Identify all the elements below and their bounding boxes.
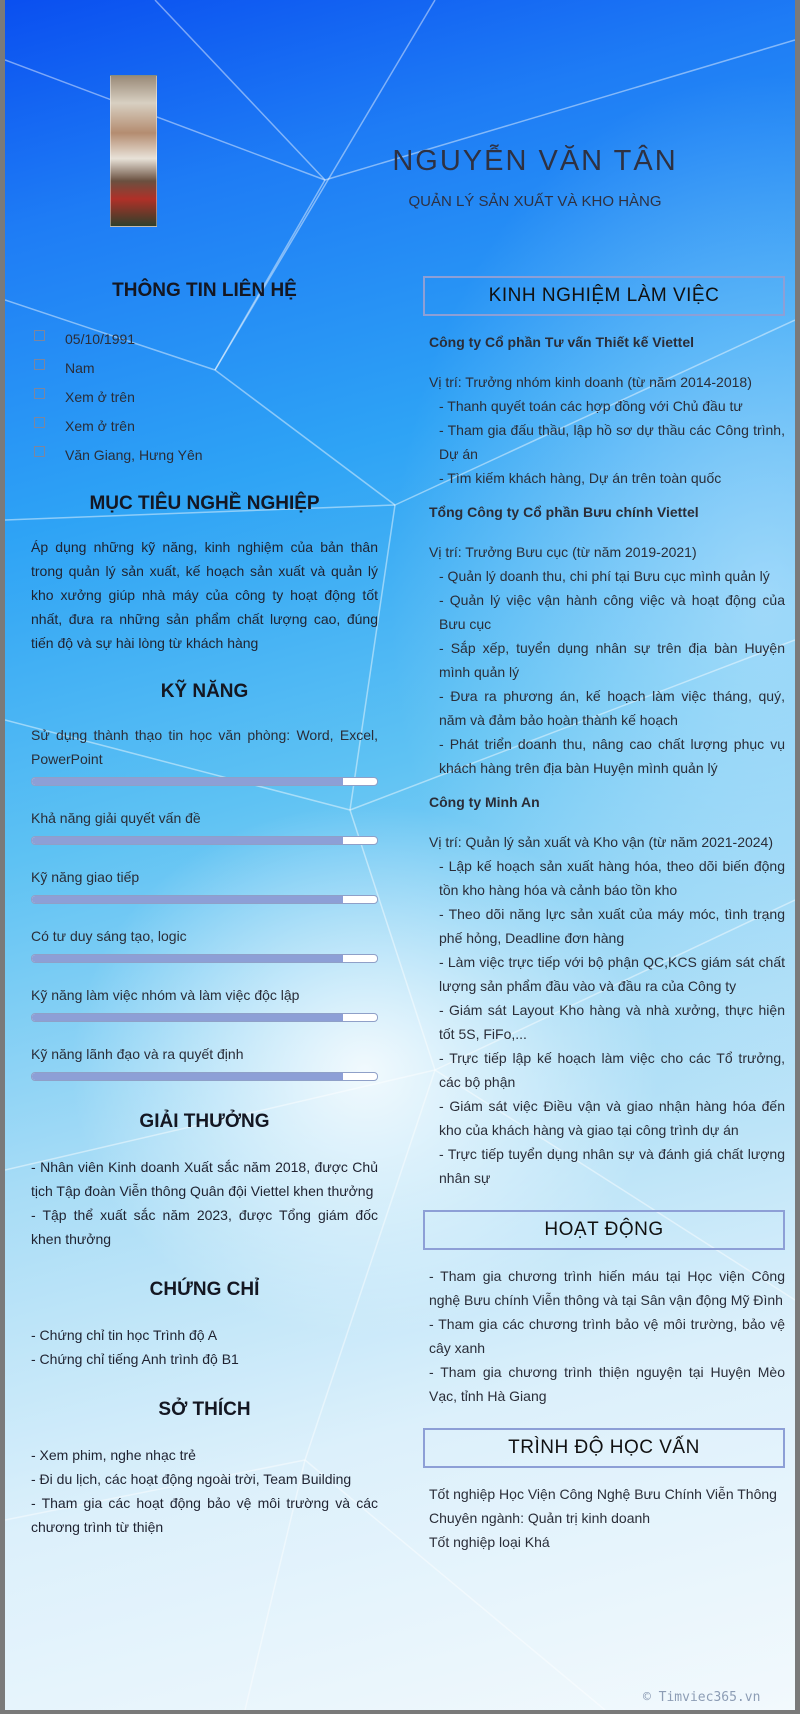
- hobby-item: - Tham gia các hoạt động bảo vệ môi trường và các chương trình từ thiện: [31, 1495, 378, 1535]
- job-position: Vị trí: Trưởng nhóm kinh doanh (từ năm 2014-2018): [429, 374, 752, 390]
- job-company: Công ty Cổ phần Tư vấn Thiết kế Viettel: [429, 334, 695, 350]
- job-task: - Tìm kiếm khách hàng, Dự án trên toàn quốc: [439, 470, 722, 486]
- contact-item-gender: [31, 353, 378, 382]
- hobbies-list: [31, 1443, 378, 1539]
- job-entry: [423, 330, 785, 490]
- award-item: - Tập thể xuất sắc năm 2023, được Tổng giám đốc khen thưởng: [31, 1207, 378, 1247]
- skill-level-fill: [32, 1014, 343, 1021]
- skill-level-fill: [32, 1073, 343, 1080]
- contact-gender: Nam: [65, 359, 95, 376]
- award-item: - Nhân viên Kinh doanh Xuất sắc năm 2018, được Chủ tịch Tập đoàn Viễn thông Quân đội Viettel khen thưởng: [31, 1159, 378, 1199]
- job-task: - Làm việc trực tiếp với bộ phận QC,KCS giám sát chất lượng sản phẩm đầu vào và đầu ra của Công ty: [439, 954, 785, 994]
- contact-phone: Xem ở trên: [65, 388, 135, 405]
- skill-name: Sử dụng thành thạo tin học văn phòng: Word, Excel, PowerPoint: [31, 727, 378, 767]
- education-list: [423, 1482, 785, 1554]
- job-task: - Trực tiếp lập kế hoạch làm việc cho các Tổ trưởng, các bộ phận: [439, 1050, 785, 1090]
- skill-level-fill: [32, 778, 343, 785]
- skill-level-bar: [31, 954, 378, 963]
- hobby-item: - Đi du lịch, các hoạt động ngoài trời, Team Building: [31, 1471, 352, 1487]
- watermark: © Timviec365.vn: [643, 1690, 761, 1705]
- profile-photo: [110, 75, 157, 227]
- job-entry: [423, 500, 785, 780]
- job-tasks: [423, 854, 785, 1190]
- skills-heading: KỸ NĂNG: [160, 681, 249, 702]
- skill-item: [31, 723, 378, 786]
- calendar-icon: [34, 330, 45, 341]
- contact-list: [31, 324, 378, 469]
- job-tasks: [423, 394, 785, 490]
- job-task: - Giám sát Layout Kho hàng và nhà xưởng, thực hiện tốt 5S, FiFo,...: [439, 1002, 785, 1042]
- skill-level-fill: [32, 837, 343, 844]
- contact-birthday: 05/10/1991: [65, 330, 136, 347]
- skill-level-fill: [32, 896, 343, 903]
- education-item: Tốt nghiệp Học Viện Công Nghệ Bưu Chính Viễn Thông: [429, 1486, 777, 1502]
- contact-item-phone: [31, 382, 378, 411]
- skill-name: Kỹ năng lãnh đạo và ra quyết định: [31, 1046, 244, 1062]
- job-company: Công ty Minh An: [429, 794, 540, 810]
- awards-list: [31, 1155, 378, 1251]
- contact-item-email: [31, 411, 378, 440]
- education-heading: TRÌNH ĐỘ HỌC VẤN: [423, 1428, 785, 1468]
- skill-level-bar: [31, 895, 378, 904]
- contact-email: Xem ở trên: [65, 417, 135, 434]
- certificate-item: - Chứng chỉ tiếng Anh trình độ B1: [31, 1351, 239, 1367]
- cv-page: [5, 0, 795, 1710]
- contact-heading: THÔNG TIN LIÊN HỆ: [112, 280, 297, 301]
- job-task: - Thanh quyết toán các hợp đồng với Chủ đầu tư: [439, 398, 743, 414]
- skill-item: [31, 1042, 378, 1081]
- location-icon: [34, 446, 45, 457]
- education-item: Chuyên ngành: Quản trị kinh doanh: [429, 1510, 651, 1526]
- contact-item-address: [31, 440, 378, 469]
- skill-name: Kỹ năng giao tiếp: [31, 869, 140, 885]
- candidate-title: QUẢN LÝ SẢN XUẤT VÀ KHO HÀNG: [408, 193, 662, 210]
- job-company: Tổng Công ty Cổ phần Bưu chính Viettel: [429, 504, 699, 520]
- job-task: - Giám sát việc Điều vận và giao nhận hàng hóa đến kho của khách hàng và giao tại công trình dự án: [439, 1098, 785, 1138]
- job-task: - Tham gia đấu thầu, lập hồ sơ dự thầu các Công trình, Dự án: [439, 422, 785, 462]
- job-task: - Quản lý doanh thu, chi phí tại Bưu cục mình quản lý: [439, 568, 770, 584]
- email-icon: [34, 417, 45, 428]
- job-entry: [423, 790, 785, 1190]
- job-task: - Trực tiếp tuyển dụng nhân sự và đánh giá chất lượng nhân sự: [439, 1146, 785, 1186]
- skill-level-bar: [31, 1013, 378, 1022]
- candidate-name: NGUYỄN VĂN TÂN: [392, 145, 678, 177]
- activities-heading: HOẠT ĐỘNG: [423, 1210, 785, 1250]
- job-task: - Sắp xếp, tuyển dụng nhân sự trên địa bàn Huyện mình quản lý: [439, 640, 785, 680]
- certificates-list: [31, 1323, 378, 1371]
- skill-level-bar: [31, 1072, 378, 1081]
- certificates-heading: CHỨNG CHỈ: [149, 1279, 260, 1300]
- skill-item: [31, 983, 378, 1022]
- objective-text: Áp dụng những kỹ năng, kinh nghiệm của bản thân trong quản lý sản xuất, kế hoạch sản xuất và quản lý kho xưởng giúp nhà máy của công ty hoạt động tốt nhất, đưa ra những sản phẩm chất lượng cao, đúng tiến độ và sự hài lòng từ khách hàng: [31, 539, 378, 651]
- skill-item: [31, 806, 378, 845]
- skill-name: Kỹ năng làm việc nhóm và làm việc độc lập: [31, 987, 300, 1003]
- hobby-item: - Xem phim, nghe nhạc trẻ: [31, 1447, 196, 1463]
- experience-heading: KINH NGHIỆM LÀM VIỆC: [423, 276, 785, 316]
- skills-list: [31, 723, 378, 1081]
- contact-address: Văn Giang, Hưng Yên: [65, 446, 203, 463]
- activity-item: - Tham gia chương trình hiến máu tại Học viện Công nghệ Bưu chính Viễn thông và tại Sân vận động Mỹ Đình: [429, 1268, 785, 1308]
- job-task: - Lập kế hoạch sản xuất hàng hóa, theo dõi biến động tồn kho hàng hóa và cảnh báo tồn kho: [439, 858, 785, 898]
- phone-icon: [34, 388, 45, 399]
- job-position: Vị trí: Trưởng Bưu cục (từ năm 2019-2021): [429, 544, 697, 560]
- skill-name: Có tư duy sáng tạo, logic: [31, 928, 187, 944]
- activity-item: - Tham gia các chương trình bảo vệ môi trường, bảo vệ cây xanh: [429, 1316, 785, 1356]
- contact-item-birthday: [31, 324, 378, 353]
- job-task: - Đưa ra phương án, kế hoạch làm việc tháng, quý, năm và đảm bảo hoàn thành kế hoạch: [439, 688, 785, 728]
- education-item: Tốt nghiệp loại Khá: [429, 1534, 550, 1550]
- gender-icon: [34, 359, 45, 370]
- job-task: - Phát triển doanh thu, nâng cao chất lượng phục vụ khách hàng trên địa bàn Huyện mình quản lý: [439, 736, 785, 776]
- left-column: [31, 280, 378, 1539]
- right-column: [423, 276, 785, 1554]
- activity-item: - Tham gia chương trình thiện nguyện tại Huyện Mèo Vạc, tỉnh Hà Giang: [429, 1364, 785, 1404]
- skill-item: [31, 924, 378, 963]
- awards-heading: GIẢI THƯỞNG: [139, 1111, 270, 1132]
- skill-item: [31, 865, 378, 904]
- certificate-item: - Chứng chỉ tin học Trình độ A: [31, 1327, 218, 1343]
- objective-heading: MỤC TIÊU NGHỀ NGHIỆP: [89, 493, 320, 514]
- activities-list: [423, 1264, 785, 1408]
- skill-level-bar: [31, 777, 378, 786]
- job-task: - Theo dõi năng lực sản xuất của máy móc, tình trạng phế hỏng, Deadline đơn hàng: [439, 906, 785, 946]
- skill-name: Khả năng giải quyết vấn đề: [31, 810, 201, 826]
- job-tasks: [423, 564, 785, 780]
- job-position: Vị trí: Quản lý sản xuất và Kho vận (từ năm 2021-2024): [429, 834, 773, 850]
- job-task: - Quản lý việc vận hành công việc và hoạt động của Bưu cục: [439, 592, 785, 632]
- skill-level-fill: [32, 955, 343, 962]
- hobbies-heading: SỞ THÍCH: [158, 1399, 251, 1420]
- skill-level-bar: [31, 836, 378, 845]
